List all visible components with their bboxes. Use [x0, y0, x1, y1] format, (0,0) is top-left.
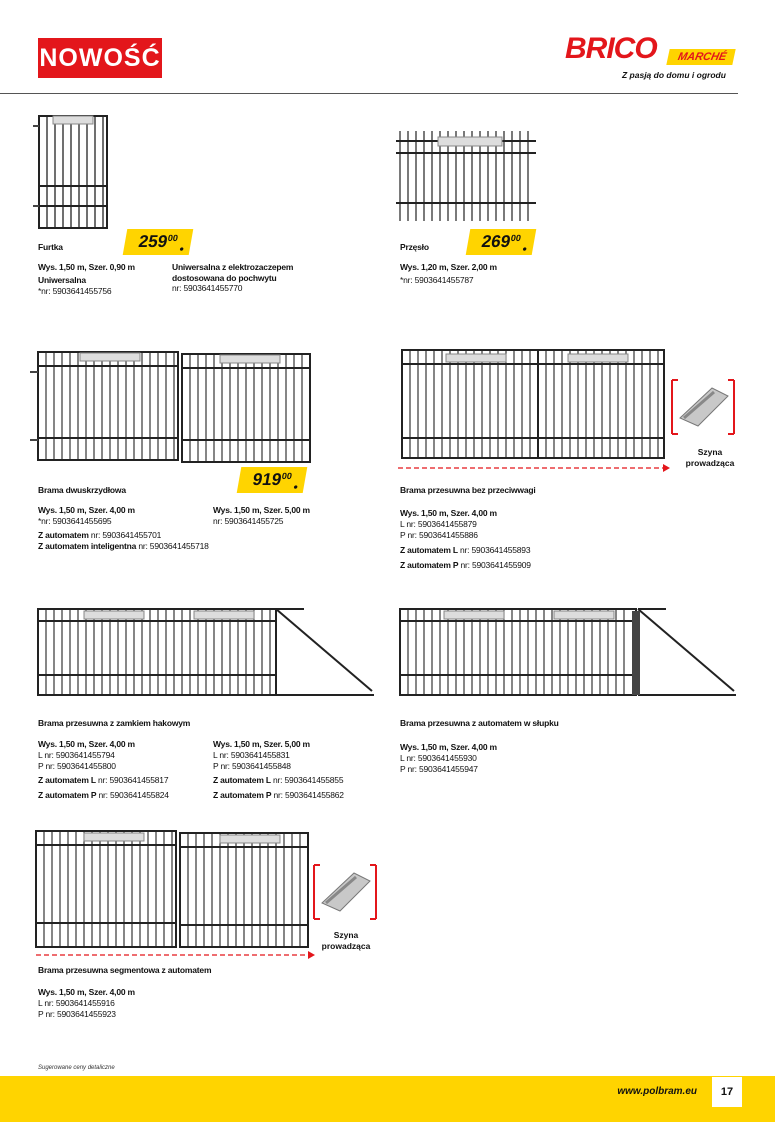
- rail-icon: [670, 378, 740, 438]
- variant-label: Z automatem L: [400, 545, 458, 555]
- product-number: nr: 5903641455770: [172, 283, 243, 293]
- product-dims: Wys. 1,50 m, Szer. 5,00 m: [213, 505, 310, 515]
- price-disclaimer: Sugerowane ceny detaliczne: [38, 1065, 115, 1071]
- product-number: P nr: 5903641455886: [400, 530, 478, 540]
- product-number: L nr: 5903641455930: [400, 753, 477, 763]
- variant-label: Z automatem L: [38, 775, 96, 785]
- page-number: 17: [712, 1077, 742, 1107]
- variant-name: Uniwersalna: [38, 275, 86, 285]
- variant-line: [38, 775, 168, 786]
- product-number: P nr: 5903641455848: [213, 761, 291, 771]
- product-number: nr: 5903641455718: [136, 541, 209, 551]
- footer-band: [0, 1076, 775, 1122]
- product-number: L nr: 5903641455794: [38, 750, 115, 760]
- product-number: P nr: 5903641455800: [38, 761, 116, 771]
- product-dims: Wys. 1,50 m, Szer. 4,00 m: [400, 508, 497, 518]
- product-number: nr: 5903641455909: [458, 560, 531, 570]
- price-main: 269: [480, 232, 512, 251]
- variant-label: Z automatem P: [400, 560, 459, 570]
- gate-image-segmentowa: [32, 827, 322, 957]
- product-title-dwuskrzydlowa: Brama dwuskrzydłowa: [38, 485, 126, 495]
- variant-line: [38, 541, 209, 552]
- product-number: nr: 5903641455855: [270, 775, 344, 785]
- price-main: 259: [137, 232, 169, 251]
- product-dims-furtka: Wys. 1,50 m, Szer. 0,90 m: [38, 262, 135, 272]
- product-title-hakowym: Brama przesuwna z zamkiem hakowym: [38, 718, 191, 728]
- variant-line: [400, 545, 530, 556]
- product-dims: Wys. 1,50 m, Szer. 4,00 m: [400, 742, 497, 752]
- variant-line: [38, 530, 161, 541]
- panel-image-przeslo: [396, 131, 538, 226]
- product-number: nr: 5903641455817: [95, 775, 169, 785]
- gate-image-hakowym: [34, 605, 379, 700]
- variant-name: Uniwersalna z elektrozaczepem dostosowana do pochwytu: [172, 262, 294, 283]
- product-number: *nr: 5903641455756: [38, 286, 112, 296]
- gate-image-bez-przeciwwagi: [398, 346, 668, 471]
- product-dims: Wys. 1,50 m, Szer. 4,00 m: [38, 739, 135, 749]
- product-number: nr: 5903641455725: [213, 516, 284, 526]
- price-tag-przeslo: 269 00 •: [466, 229, 537, 255]
- brand-logo: BRICO: [565, 32, 657, 65]
- variant-line: [400, 560, 531, 571]
- variant-line: [213, 790, 344, 801]
- variant-label: Z automatem: [38, 530, 89, 540]
- product-number: nr: 5903641455824: [96, 790, 169, 800]
- product-number: P nr: 5903641455947: [400, 764, 478, 774]
- gate-image-w-slupku: [396, 605, 741, 700]
- gate-image-furtka: [33, 112, 113, 232]
- product-number: *nr: 5903641455695: [38, 516, 112, 526]
- variant-label: Z automatem inteligentna: [38, 541, 137, 551]
- variant-line: [38, 790, 169, 801]
- footer-url[interactable]: www.polbram.eu: [617, 1086, 697, 1097]
- product-number: *nr: 5903641455787: [400, 275, 474, 285]
- new-badge: NOWOŚĆ: [38, 38, 162, 78]
- price-cents: 00: [509, 233, 522, 243]
- rail-icon: [312, 863, 382, 923]
- product-number: P nr: 5903641455923: [38, 1009, 116, 1019]
- product-number: nr: 5903641455862: [271, 790, 344, 800]
- rail-label: Szyna prowadząca: [321, 930, 371, 951]
- variant-label: Z automatem P: [213, 790, 272, 800]
- product-title-segmentowa: Brama przesuwna segmentowa z automatem: [38, 965, 212, 975]
- product-number: nr: 5903641455701: [88, 530, 162, 540]
- product-title-bez-przeciwwagi: Brama przesuwna bez przeciwwagi: [400, 485, 536, 495]
- product-number: nr: 5903641455893: [457, 545, 531, 555]
- variant-line: [213, 775, 343, 786]
- product-dims: Wys. 1,50 m, Szer. 4,00 m: [38, 987, 135, 997]
- rail-label: Szyna prowadząca: [685, 447, 735, 468]
- product-dims: Wys. 1,50 m, Szer. 4,00 m: [38, 505, 135, 515]
- product-number: L nr: 5903641455831: [213, 750, 290, 760]
- price-tag-dwuskrzydlowa: 919 00 •: [237, 467, 308, 493]
- gate-image-dwuskrzydlowa: [30, 348, 320, 468]
- price-cents: 00: [166, 233, 179, 243]
- product-dims: Wys. 1,50 m, Szer. 5,00 m: [213, 739, 310, 749]
- product-number: L nr: 5903641455916: [38, 998, 115, 1008]
- product-dims-przeslo: Wys. 1,20 m, Szer. 2,00 m: [400, 262, 497, 272]
- variant-label: Z automatem P: [38, 790, 97, 800]
- product-number: L nr: 5903641455879: [400, 519, 477, 529]
- price-main: 919: [251, 470, 283, 489]
- tagline-post: do domu i ogrodu: [651, 70, 726, 80]
- product-title-furtka: Furtka: [38, 242, 63, 252]
- price-tag-furtka: 259 00 •: [123, 229, 194, 255]
- brand-logo-marche: MARCHÉ: [666, 49, 736, 65]
- header-divider: [0, 93, 738, 94]
- product-title-przeslo: Przęsło: [400, 242, 429, 252]
- brand-tagline: [622, 70, 726, 80]
- tagline-pre: Z pasją: [622, 70, 652, 80]
- price-cents: 00: [280, 471, 293, 481]
- variant-label: Z automatem L: [213, 775, 271, 785]
- product-title-w-slupku: Brama przesuwna z automatem w słupku: [400, 718, 559, 728]
